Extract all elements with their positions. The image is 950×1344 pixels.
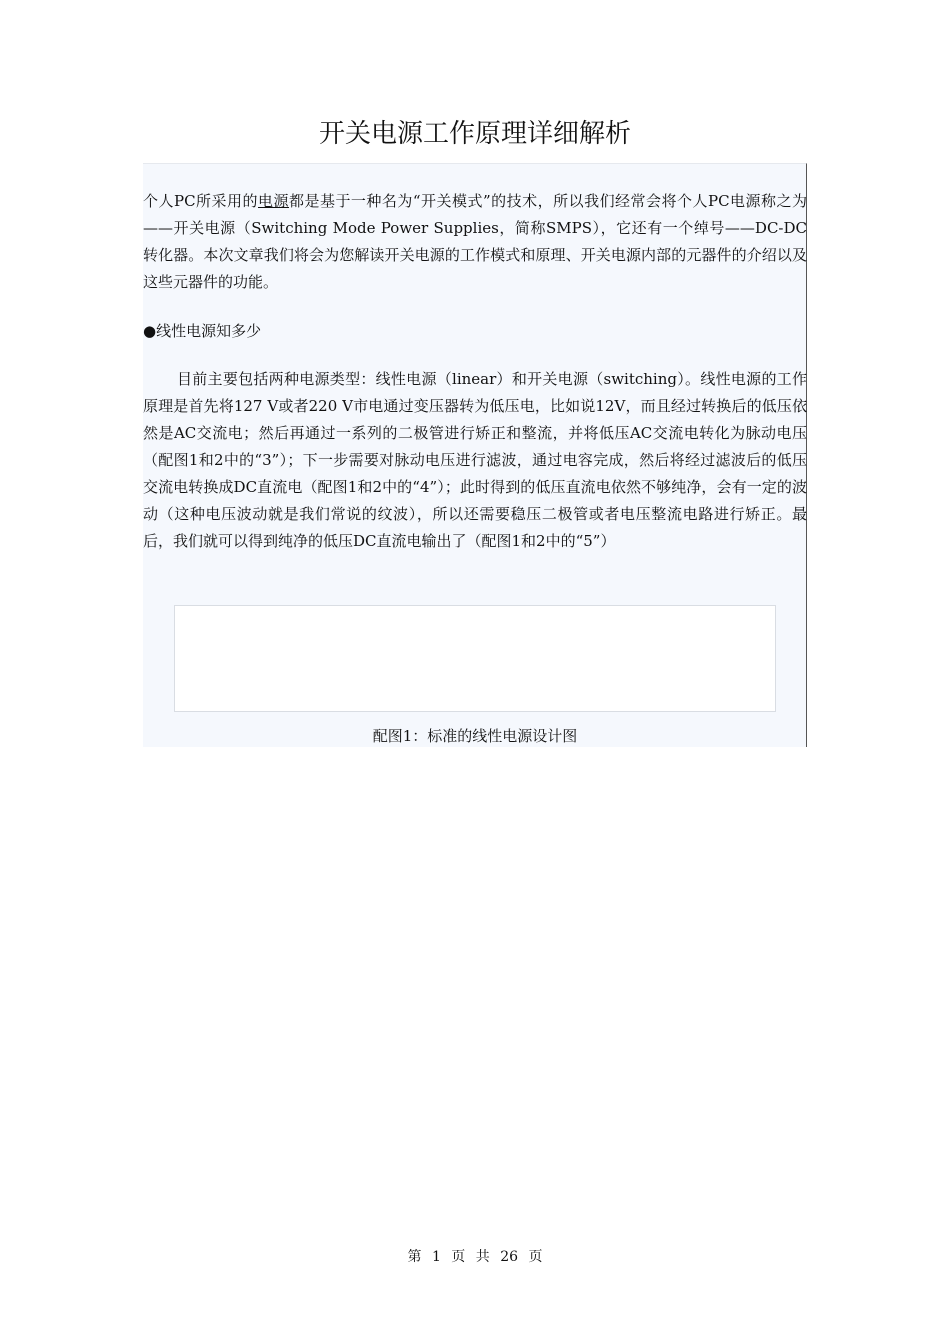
section-heading: ●线性电源知多少 (143, 322, 262, 340)
power-supply-link[interactable]: 电源 (258, 192, 289, 210)
intro-text-before: 个人PC所采用的 (143, 192, 258, 210)
page-number: 第 1 页 共 26 页 (407, 1249, 543, 1265)
figure-caption: 配图1：标准的线性电源设计图 (372, 727, 578, 745)
article-body (143, 163, 807, 747)
section-paragraph: 目前主要包括两种电源类型：线性电源（linear）和开关电源（switching）。线性电源的工作原理是首先将127 V或者220 V市电通过变压器转为低压电，比如说12V，而且经过转换后的低压依然是AC交流电；然后再通过一系列的二极管进行矫正和整流，并将低压AC交流电转化为脉动电压（配图1和2中的“3”）；下一步需要对脉动电压进行滤波，通过电容完成，然后将经过滤波后的低压交流电转换成DC直流电（配图1和2中的“4”）；此时得到的低压直流电依然不够纯净，会有一定的波动（这种电压波动就是我们常说的纹波），所以还需要稳压二极管或者电压整流电路进行矫正。最后，我们就可以得到纯净的低压DC直流电输出了（配图1和2中的“5”） (143, 370, 807, 550)
page-title: 开关电源工作原理详细解析 (318, 119, 631, 149)
figure-image-placeholder (174, 605, 776, 712)
intro-paragraph (143, 188, 807, 296)
intro-text-after: 都是基于一种名为“开关模式”的技术，所以我们经常会将个人PC电源称之为——开关电源（Switching Mode Power Supplies，简称SMPS），它还有一个绰号——DC-DC转化器。本次文章我们将会为您解读开关电源的工作模式和原理、开关电源内部的元器件的介绍以及这些元器件的功能。 (143, 192, 807, 291)
